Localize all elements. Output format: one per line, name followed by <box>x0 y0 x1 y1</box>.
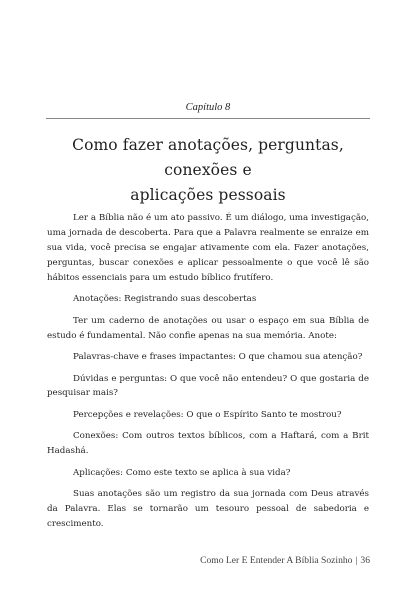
note-item-keywords: Palavras-chave e frases impactantes: O que chamou sua atenção? <box>73 352 363 363</box>
chapter-body <box>47 211 369 539</box>
note-item-connections: Conexões: Com outros textos bíblicos, com a Haftará, com a Brit Hadashá. <box>47 431 369 457</box>
footer-book-title: Como Ler E Entender A Bíblia Sozinho <box>200 555 353 566</box>
section-heading-anotacoes: Anotações: Registrando suas descobertas <box>73 294 257 305</box>
chapter-label: Capítulo 8 <box>185 102 231 113</box>
page-number: 36 <box>360 555 370 566</box>
chapter-title-line-1: Como fazer anotações, perguntas, conexões e <box>72 136 344 179</box>
closing-paragraph: Suas anotações são um registro da sua jornada com Deus através da Palavra. Elas se tornarão um tesouro pessoal de sabedoria e crescimento. <box>47 489 369 530</box>
note-item-applications: Aplicações: Como este texto se aplica à sua vida? <box>73 467 291 478</box>
chapter-divider <box>46 118 370 119</box>
chapter-title <box>40 133 376 208</box>
note-item-questions: Dúvidas e perguntas: O que você não entendeu? O que gostaria de pesquisar mais? <box>47 373 369 399</box>
note-item-insights: Percepções e revelações: O que o Espírito Santo te mostrou? <box>73 409 342 420</box>
chapter-title-line-2: aplicações pessoais <box>130 186 286 204</box>
footer-separator: | <box>355 555 358 566</box>
page-footer <box>200 555 370 566</box>
intro-paragraph: Ler a Bíblia não é um ato passivo. É um diálogo, uma investigação, uma jornada de descoberta. Para que a Palavra realmente se enraize em sua vida, você precisa se engajar ativamente com ela. Fazer anotações, perguntas, buscar conexões e aplicar pessoalmente o que você lê são hábitos essenciais para um estudo bíblico frutífero. <box>47 213 369 283</box>
notebook-paragraph: Ter um caderno de anotações ou usar o espaço em sua Bíblia de estudo é fundamental. Não confie apenas na sua memória. Anote: <box>47 315 369 341</box>
